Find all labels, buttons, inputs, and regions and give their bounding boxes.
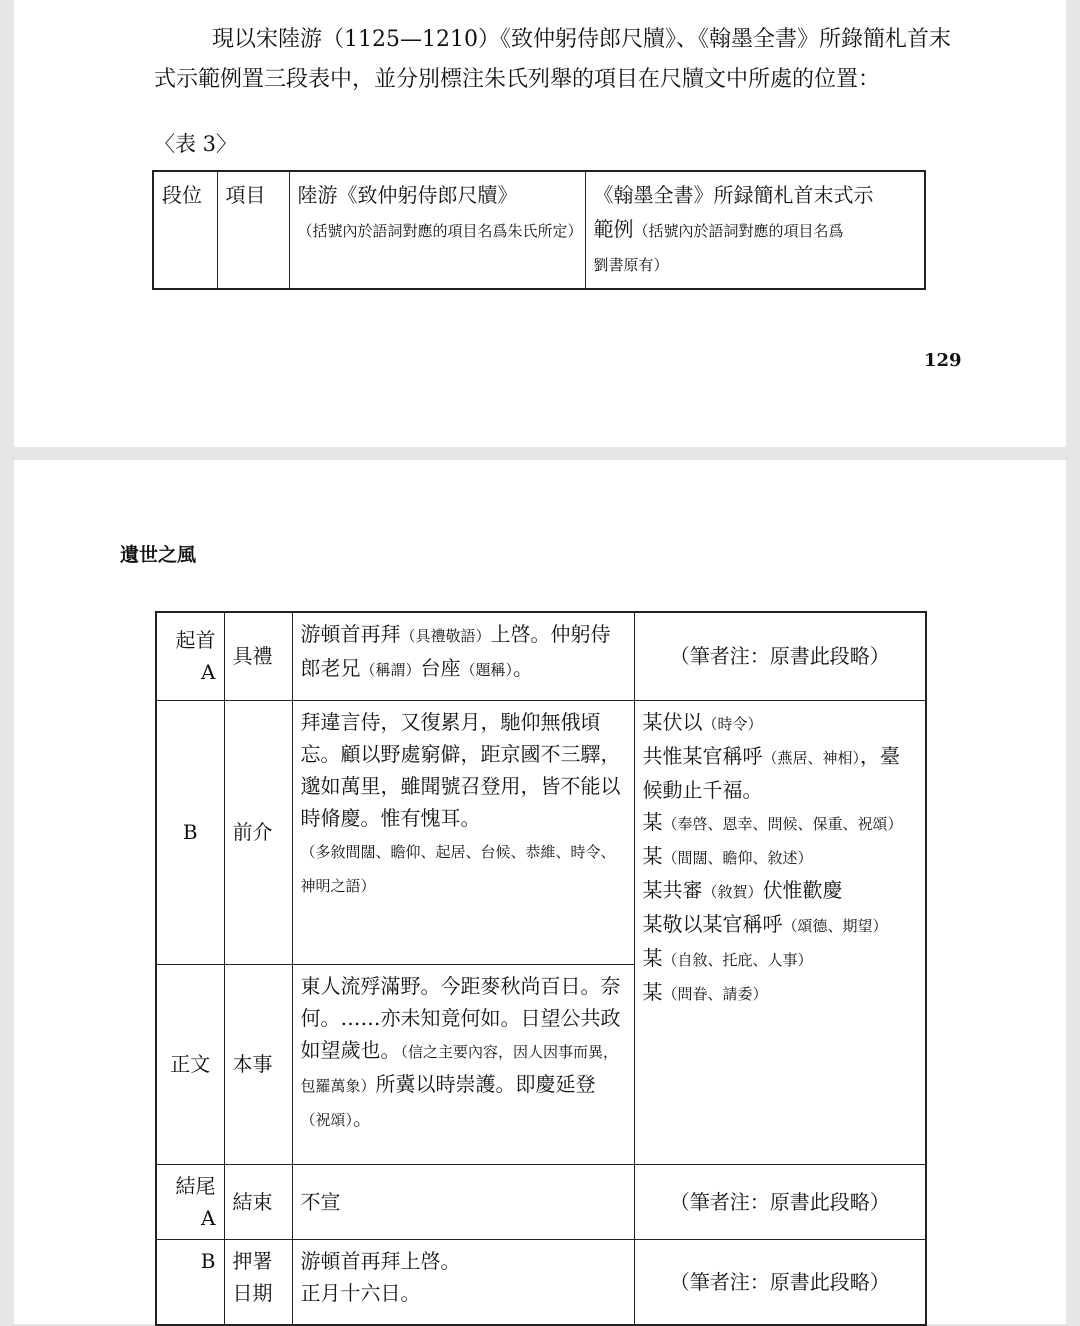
liu-examples: [634, 700, 926, 1164]
table-header-row: [153, 171, 925, 289]
liu-8-text: 某: [642, 979, 663, 1004]
liu-5-tail: 伏惟歡慶: [762, 877, 843, 902]
page-129: [14, 0, 1066, 447]
item-yashu: 押署日期: [224, 1239, 292, 1325]
juli-text-d: 。: [513, 656, 534, 680]
header-item: 項目: [217, 171, 289, 289]
lu-you-qianjie: [292, 700, 634, 964]
liu-7-text: 某: [642, 945, 663, 970]
header-hanmo: [585, 171, 925, 289]
liu-4-text: 某: [642, 843, 663, 868]
liu-6-note: （頌德、期望）: [782, 916, 888, 935]
benshi-note-a: （信之主要內容，因人因事而異，包羅萬象）: [300, 1042, 619, 1095]
lu-you-jieshu: 不宣: [292, 1164, 634, 1239]
page-number: 129: [924, 350, 962, 371]
item-juli: 具禮: [224, 612, 292, 700]
liu-line-4: [643, 840, 918, 874]
table-3-body: [155, 611, 927, 1326]
liu-line-6: [643, 908, 918, 942]
section-b2: B: [156, 1239, 224, 1325]
lu-you-juli: [292, 612, 634, 700]
liu-line-3: [643, 806, 918, 840]
liu-5-text: 某共審: [642, 877, 703, 902]
header-lu-you-title: 陸游《致仲躬侍郎尺牘》: [297, 183, 518, 207]
juli-text-b: 上啓。仲躬侍郎老兄: [300, 622, 611, 680]
juli-note-a: （具禮敬語）: [400, 627, 491, 645]
juli-text-a: 游頓首再拜: [300, 622, 401, 646]
section-b: B: [156, 700, 224, 964]
header-hanmo-title: 《翰墨全書》所録簡札首末式示: [593, 183, 874, 207]
section-jiewei-a: 結尾 A: [156, 1164, 224, 1239]
liu-3-note: （奉啓、恩幸、問候、保重、祝頌）: [662, 814, 903, 833]
remark-jiewei-b: （筆者注：原書此段略）: [634, 1239, 926, 1325]
section-qishou-a: 起首 A: [156, 612, 224, 700]
header-hanmo-title-b: 範例: [593, 217, 634, 241]
liu-2-text: 共惟某官稱呼: [642, 743, 763, 768]
remark-jiewei-a: （筆者注：原書此段略）: [634, 1164, 926, 1239]
page-130: [14, 460, 1066, 1324]
qianjie-note: （多敘間闊、瞻仰、起居、台候、恭維、時令、神明之語）: [300, 842, 616, 895]
liu-6-text: 某敬以某官稱呼: [642, 911, 783, 936]
liu-4-note: （間闊、瞻仰、敘述）: [662, 848, 813, 867]
row-jiewei-a: [156, 1164, 926, 1239]
item-jieshu: 結束: [224, 1164, 292, 1239]
liu-line-8: [643, 976, 918, 1010]
liu-2-tail: ，臺候動止千福。: [642, 743, 901, 802]
header-hanmo-note-a: （括號內於語詞對應的項目名爲: [633, 222, 844, 240]
liu-line-1: [643, 706, 918, 740]
intro-paragraph: 現以宋陸游（1125—1210）《致仲躬侍郎尺牘》、《翰墨全書》所錄簡札首末式示範例置三段表中，並分別標注朱氏列舉的項目在尺牘文中所處的位置：: [154, 27, 951, 92]
qianjie-text: 拜違言侍，又復累月，馳仰無俄頃忘。顧以野處窮僻，距京國不三驛，邈如萬里，雖聞號召登用，皆不能以時脩慶。惟有愧耳。: [300, 709, 621, 830]
benshi-text-a: 東人流殍滿野。今距麥秋尚百日。奈何。……亦未知竟何如。日望公共政如望歲也。: [300, 973, 621, 1062]
yashu-text-b: 正月十六日。: [300, 1280, 421, 1305]
table-3-header: [152, 170, 926, 290]
liu-3-text: 某: [642, 809, 663, 834]
lu-you-benshi: [292, 964, 634, 1164]
liu-line-5: [643, 874, 918, 908]
header-lu-you-note: （括號內於語詞對應的項目名爲朱氏所定）: [297, 222, 583, 240]
juli-note-c: （題稱）: [460, 661, 514, 679]
yashu-text-a: 游頓首再拜上啓。: [300, 1248, 461, 1273]
liu-1-note: （時令）: [702, 714, 763, 733]
liu-2-note: （燕居、神相）: [762, 748, 861, 767]
header-hanmo-note-b: 劉書原有）: [593, 256, 669, 274]
juli-note-b: （稱謂）: [360, 661, 421, 679]
section-zhengwen: 正文: [156, 964, 224, 1164]
item-benshi: 本事: [224, 964, 292, 1164]
liu-7-note: （自敘、托庇、人事）: [662, 950, 813, 969]
header-lu-you: [289, 171, 585, 289]
lu-you-yashu: [292, 1239, 634, 1325]
liu-line-7: [643, 942, 918, 976]
row-qishou-a: [156, 612, 926, 700]
item-qianjie: 前介: [224, 700, 292, 964]
juli-text-c: 台座: [420, 656, 461, 680]
row-b-qianjie: [156, 700, 926, 964]
liu-1-text: 某伏以: [642, 709, 703, 734]
table-label: 〈表 3〉: [154, 132, 238, 156]
liu-5-note: （敘賀）: [702, 882, 763, 901]
header-section: 段位: [153, 171, 217, 289]
running-head: 遺世之風: [120, 544, 197, 566]
remark-qishou-a: （筆者注：原書此段略）: [634, 612, 926, 700]
row-b-yashu: [156, 1239, 926, 1325]
benshi-text-b: 所冀以時崇護。即慶延登: [375, 1071, 596, 1096]
liu-8-note: （問眷、請委）: [662, 984, 768, 1003]
benshi-note-b: （祝頌）: [300, 1110, 354, 1129]
benshi-text-c: 。: [353, 1105, 374, 1130]
liu-line-2: [643, 740, 918, 806]
